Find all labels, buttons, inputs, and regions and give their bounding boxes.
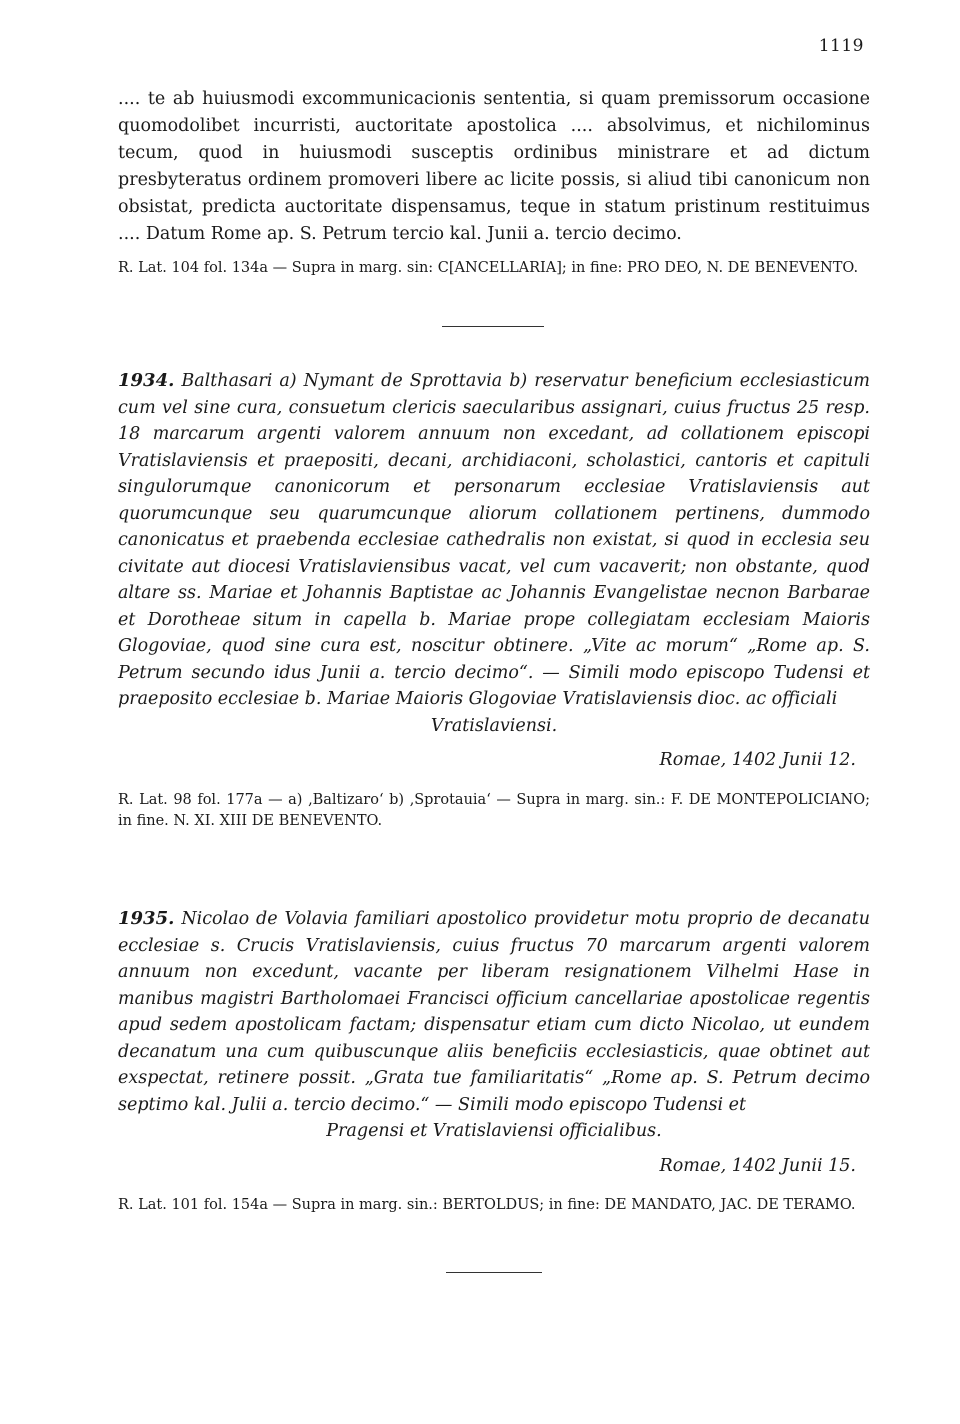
intro-note: R. Lat. 104 fol. 134a — Supra in marg. sin: C[ANCELLARIA]; in fine: PRO DEO, N. DE BENEVENTO.	[118, 260, 859, 276]
entry-date: Romae, 1402 Junii 12.	[659, 750, 856, 770]
entry-number: 1934.	[118, 370, 175, 391]
entry-note: R. Lat. 101 fol. 154a — Supra in marg. sin.: BERTOLDUS; in fine: DE MANDATO, JAC. DE TERAMO.	[118, 1197, 856, 1213]
entry-closing: Pragensi et Vratislaviensi officialibus.	[326, 1121, 662, 1141]
intro-section	[118, 86, 870, 279]
intro-text: .... te ab huiusmodi excommunicacionis sententia, si quam premissorum occasione quomodolibet incurristi, auctoritate apostolica .... absolvimus, et nichilominus tecum, quod in huiusmodi susceptis ordinibus ministrare et ad dictum presbyteratus ordinem promoveri libere ac licite possis, si aliud tibi canonicum non obsistat, predicta auctoritate dispensamus, teque in statum pristinum restituimus .... Datum Rome ap. S. Petrum tercio kal. Junii a. tercio decimo.	[118, 89, 870, 244]
entry-1935	[118, 906, 870, 1216]
entry-closing: Vratislaviensi.	[430, 715, 558, 736]
entry-number: 1935.	[118, 908, 175, 929]
page-number: 1119	[818, 36, 864, 56]
entry-text: Balthasari a) Nymant de Sprottavia b) reservatur beneficium ecclesiasticum cum vel sine cura, consuetum clericis saecularibus assignari, cuius fructus 25 resp. 18 marcarum argenti valorem annuum non excedant, ad collationem episcopi Vratislaviensis et praepositi, decani, archidiaconi, scholastici, cantoris et capituli singulorumque canonicorum et personarum ecclesiae Vratislaviensis aut quorumcunque seu quarumcunque aliorum collationem pertinens, dummodo canonicatus et praebenda ecclesiae cathedralis non existat, si quod in ecclesia seu civitate aut diocesi Vratislaviensibus vacat, vel cum vacaverit; non obstante, quod altare ss. Mariae et Johannis Baptistae ac Johannis Evangelistae necnon Barbarae et Dorotheae situm in capella b. Mariae prope collegiatam ecclesiam Maioris Glogoviae, quod sine cura est, noscitur obtinere. „Vite ac morum“ „Rome ap. S. Petrum secundo idus Junii a. tercio decimo“. — Simili modo episcopo Tudensi et praeposito ecclesiae b. Mariae Maioris Glogoviae Vratislaviensis dioc. ac officiali	[118, 371, 870, 709]
section-divider	[442, 326, 544, 327]
entry-1934	[118, 368, 870, 832]
entry-note: R. Lat. 98 fol. 177a — a) ‚Baltizaro‘ b) ‚Sprotauia‘ — Supra in marg. sin.: F. DE MONTEPOLICIANO; in fine. N. XI. XIII DE BENEVENTO.	[118, 791, 870, 829]
entry-text: Nicolao de Volavia familiari apostolico providetur motu proprio de decanatu ecclesiae s. Crucis Vratislaviensis, cuius fructus 70 marcarum argenti valorem annuum non excedunt, vacante per liberam resignationem Vilhelmi Hase in manibus magistri Bartholomaei Francisci officium cancellariae apostolicae regentis apud sedem apostolicam factam; dispensatur etiam cum dicto Nicolao, ut eundem decanatum una cum quibuscunque aliis beneficiis ecclesiasticis, quae obtinet aut exspectat, retinere possit. „Grata tue familiaritatis“ „Rome ap. S. Petrum decimo septimo kal. Julii a. tercio decimo.“ — Simili modo episcopo Tudensi et	[118, 909, 870, 1115]
section-divider	[446, 1272, 542, 1273]
entry-date: Romae, 1402 Junii 15.	[659, 1155, 856, 1176]
